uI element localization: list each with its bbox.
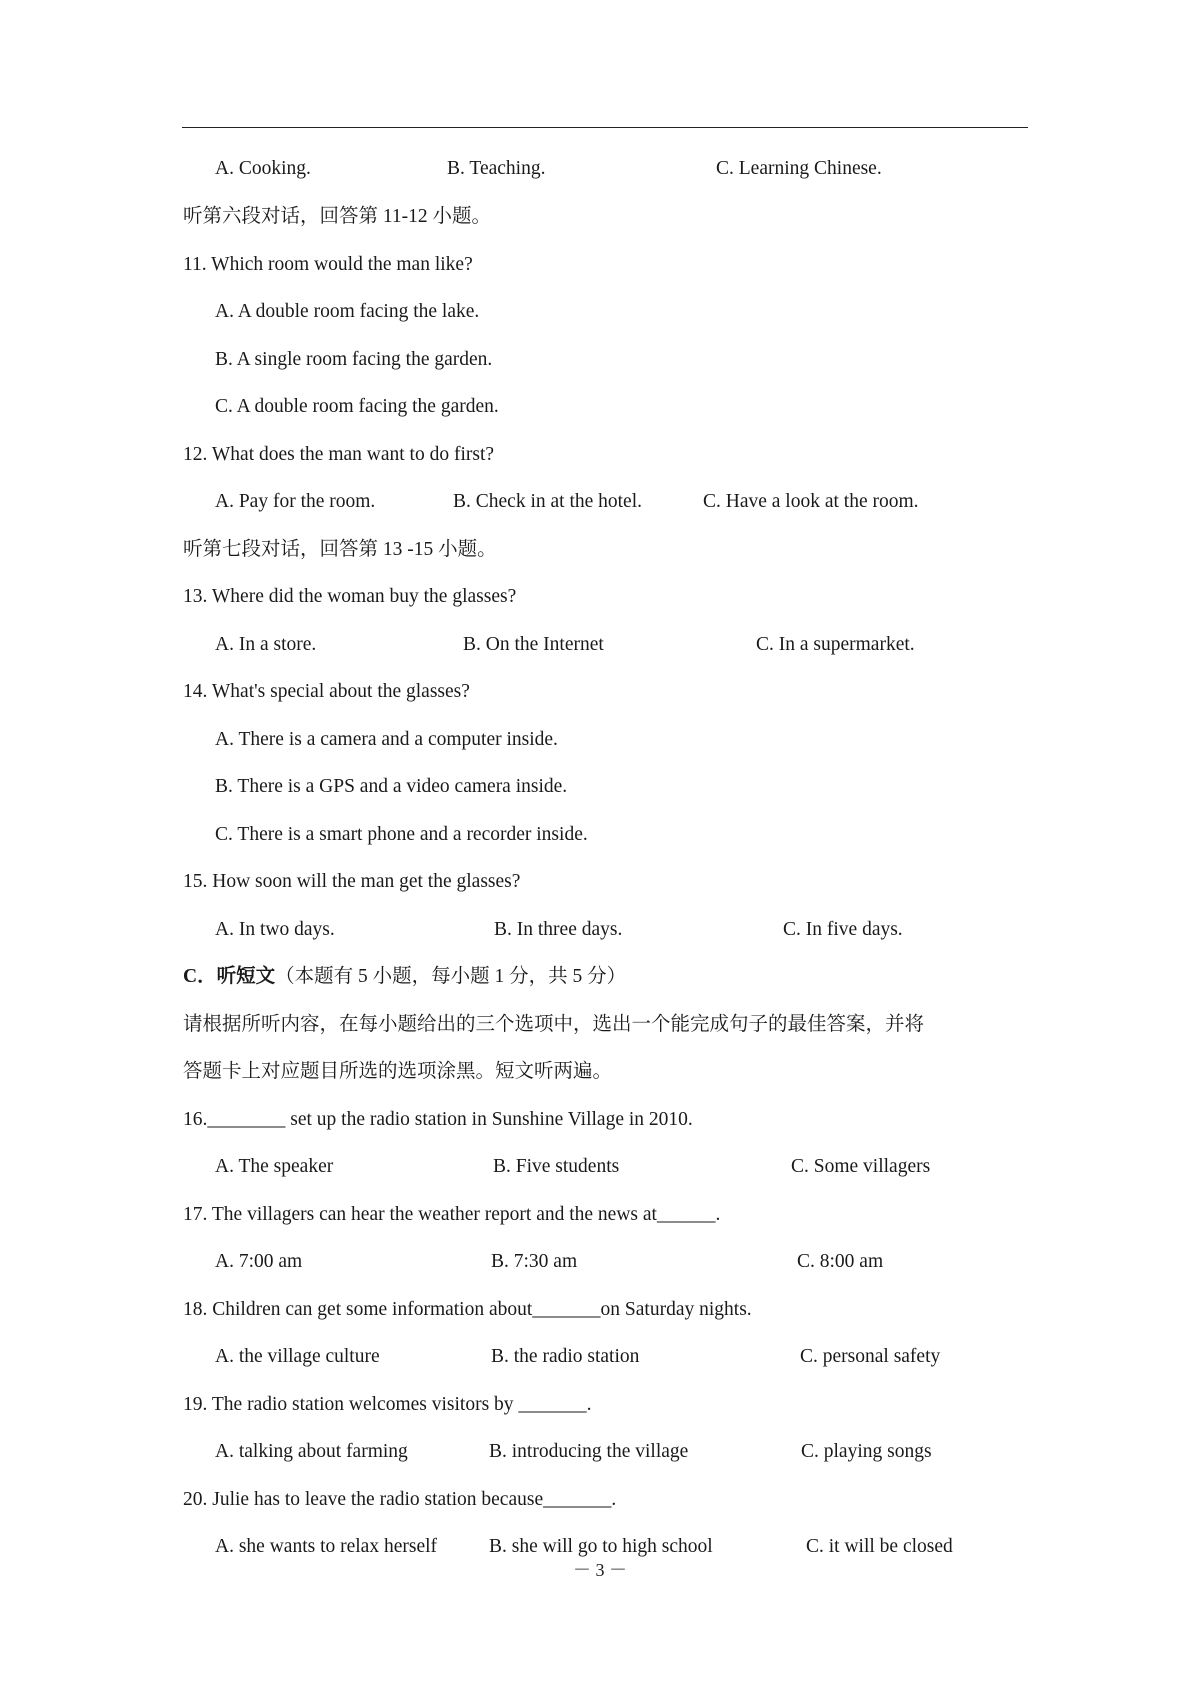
q18-option-a: A. the village culture: [215, 1346, 380, 1367]
q20-option-a: A. she wants to relax herself: [215, 1536, 438, 1557]
q16-option-b: B. Five students: [493, 1156, 620, 1177]
section-6-instruction: 听第六段对话，回答第 11-12 小题。: [183, 206, 492, 227]
q15-stem: 15. How soon will the man get the glasses?: [183, 871, 521, 892]
q19-option-a: A. talking about farming: [215, 1441, 408, 1462]
q18-option-b: B. the radio station: [491, 1346, 640, 1367]
part-c-instruction-2: 答题卡上对应题目所选的选项涂黑。短文听两遍。: [183, 1061, 613, 1082]
q17-option-c: C. 8:00 am: [797, 1251, 884, 1272]
q10-option-a: A. Cooking.: [215, 158, 311, 179]
q15-option-a: A. In two days.: [215, 919, 335, 940]
q13-option-a: A. In a store.: [215, 634, 317, 655]
q17-stem: 17. The villagers can hear the weather report and the news at______.: [183, 1204, 721, 1225]
part-c-heading: [183, 965, 626, 989]
q11-option-a: A. A double room facing the lake.: [215, 301, 480, 322]
q15-option-b: B. In three days.: [494, 919, 623, 940]
q13-stem: 13. Where did the woman buy the glasses?: [183, 586, 517, 607]
q19-stem: 19. The radio station welcomes visitors by _______.: [183, 1394, 592, 1415]
q14-stem: 14. What's special about the glasses?: [183, 681, 470, 702]
section-7-instruction: 听第七段对话，回答第 13 -15 小题。: [183, 539, 497, 560]
q12-option-c: C. Have a look at the room.: [703, 491, 919, 512]
q19-option-c: C. playing songs: [801, 1441, 932, 1462]
q14-option-a: A. There is a camera and a computer inside.: [215, 729, 558, 750]
q18-stem: 18. Children can get some information about_______on Saturday nights.: [183, 1299, 752, 1320]
q10-option-c: C. Learning Chinese.: [716, 158, 882, 179]
part-c-note: （本题有 5 小题，每小题 1 分，共 5 分）: [275, 966, 627, 987]
q15-option-c: C. In five days.: [783, 919, 903, 940]
q19-option-b: B. introducing the village: [489, 1441, 689, 1462]
q12-option-a: A. Pay for the room.: [215, 491, 376, 512]
page-number: － 3 －: [573, 1560, 627, 1580]
q18-option-c: C. personal safety: [800, 1346, 941, 1367]
q20-option-b: B. she will go to high school: [489, 1536, 713, 1557]
q13-option-b: B. On the Internet: [463, 634, 604, 655]
q11-option-c: C. A double room facing the garden.: [215, 396, 499, 417]
q14-option-c: C. There is a smart phone and a recorder inside.: [215, 824, 588, 845]
q20-stem: 20. Julie has to leave the radio station because_______.: [183, 1489, 617, 1510]
q16-option-c: C. Some villagers: [791, 1156, 931, 1177]
q12-option-b: B. Check in at the hotel.: [453, 491, 643, 512]
q14-option-b: B. There is a GPS and a video camera inside.: [215, 776, 568, 797]
header-rule: [182, 127, 1028, 128]
q13-option-c: C. In a supermarket.: [756, 634, 915, 655]
q16-stem: 16.________ set up the radio station in Sunshine Village in 2010.: [183, 1109, 693, 1130]
part-c-title: C．听短文: [183, 966, 276, 987]
q11-stem: 11. Which room would the man like?: [183, 254, 473, 275]
q16-option-a: A. The speaker: [215, 1156, 334, 1177]
q20-option-c: C. it will be closed: [806, 1536, 953, 1557]
part-c-instruction-1: 请根据所听内容，在每小题给出的三个选项中，选出一个能完成句子的最佳答案，并将: [183, 1014, 925, 1035]
q11-option-b: B. A single room facing the garden.: [215, 349, 493, 370]
q17-option-b: B. 7:30 am: [491, 1251, 578, 1272]
q17-option-a: A. 7:00 am: [215, 1251, 303, 1272]
q10-option-b: B. Teaching.: [447, 158, 546, 179]
q12-stem: 12. What does the man want to do first?: [183, 444, 495, 465]
